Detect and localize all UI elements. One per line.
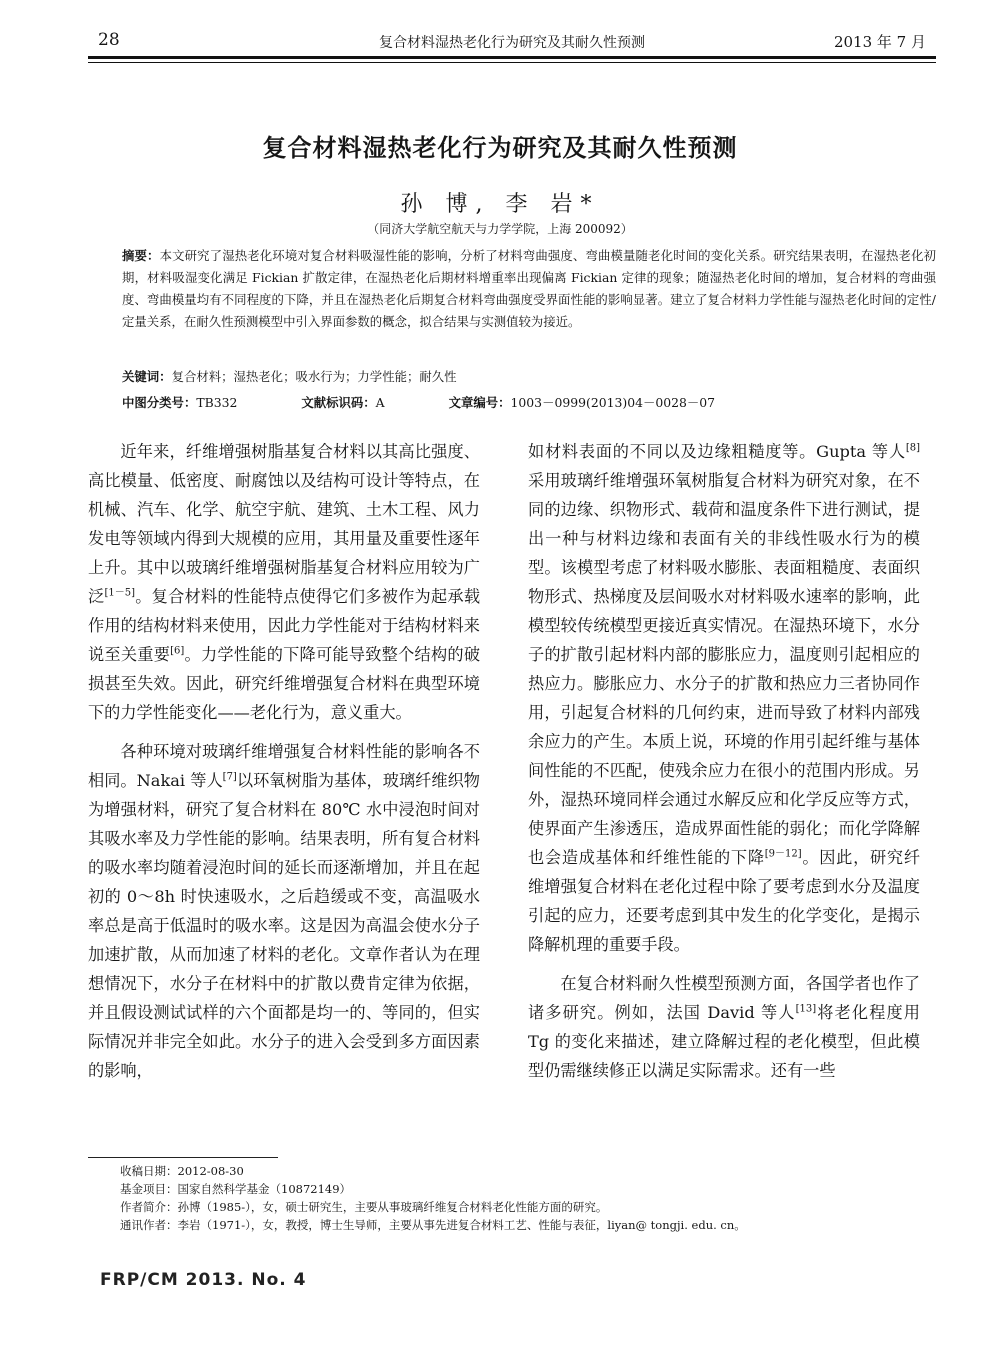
footnotes: [120, 1162, 940, 1234]
received-date: 收稿日期：2012-08-30: [120, 1164, 244, 1178]
corresponding-author: 通讯作者：李岩（1971-），女，教授，博士生导师，主要从事先进复合材料工艺、性能与表征，liyan@ tongji. edu. cn。: [120, 1218, 746, 1232]
abstract-label: 摘要：: [122, 248, 160, 263]
affiliation: （同济大学航空航天与力学学院，上海 200092）: [367, 222, 633, 236]
clc-value: TB332: [196, 395, 238, 410]
citation: [1－5]: [104, 587, 135, 599]
clc-label: 中图分类号：: [122, 395, 197, 410]
paragraph: 在复合材料耐久性模型预测方面，各国学者也作了诸多研究。例如，法国 David 等人[13]将老化程度用 Tg 的变化来描述，建立降解过程的老化模型，但此模型仍需继续修正以满足实际需求。还有一些: [528, 974, 920, 1080]
page-number: 28: [98, 30, 120, 50]
author-line: 孙 博, 李 岩*: [400, 192, 600, 217]
classification-line: [122, 393, 936, 411]
doc-code-label: 文献标识码：: [301, 395, 376, 410]
paper-title: 复合材料湿热老化行为研究及其耐久性预测: [262, 134, 738, 162]
doc-code-value: A: [375, 395, 385, 410]
journal-mark: FRP/CM 2013. No. 4: [100, 1270, 307, 1290]
keywords-label: 关键词：: [122, 369, 172, 384]
citation: [9－12]: [764, 848, 802, 860]
abstract-text: 本文研究了湿热老化环境对复合材料吸湿性能的影响，分析了材料弯曲强度、弯曲模量随老化时间的变化关系。研究结果表明，在湿热老化初期，材料吸湿变化满足 Fickian 扩散定律，在湿热老化后期材料增重率出现偏离 Fickian 定律的现象；随湿热老化时间的增加，复合材料的弯曲强度、弯曲模量均有不同程度的下降，并且在湿热老化后期复合材料弯曲强度受界面性能的影响显著。建立了复合材料力学性能与湿热老化时间的定性/定量关系，在耐久性预测模型中引入界面参数的概念，拟合结果与实测值较为接近。: [122, 248, 937, 329]
author-bio: 作者简介：孙博（1985-），女，硕士研究生，主要从事玻璃纤维复合材料老化性能方面的研究。: [120, 1200, 608, 1214]
header-rule-thin: [88, 62, 936, 63]
footnote-rule: [88, 1157, 278, 1158]
article-number-label: 文章编号：: [448, 395, 511, 410]
keywords: [122, 367, 457, 385]
running-title: 复合材料湿热老化行为研究及其耐久性预测: [379, 35, 645, 51]
issue-date: 2013 年 7 月: [833, 33, 926, 51]
abstract: [88, 245, 936, 333]
paragraph: 近年来，纤维增强树脂基复合材料以其高比强度、高比模量、低密度、耐腐蚀以及结构可设计等特点，在机械、汽车、化学、航空宇航、建筑、土木工程、风力发电等领域内得到大规模的应用，其用量及重要性逐年上升。其中以玻璃纤维增强树脂基复合材料应用较为广泛[1－5]。复合材料的性能特点使得它们多被作为起承载作用的结构材料来使用，因此力学性能对于结构材料来说至关重要[6]。力学性能的下降可能导致整个结构的破损甚至失效。因此，研究纤维增强复合材料在典型环境下的力学性能变化——老化行为，意义重大。: [88, 442, 481, 722]
paragraph: 如材料表面的不同以及边缘粗糙度等。Gupta 等人[8]采用玻璃纤维增强环氧树脂复合材料为研究对象，在不同的边缘、织物形式、载荷和温度条件下进行测试，提出一种与材料边缘和表面有关的非线性吸水行为的模型。该模型考虑了材料吸水膨胀、表面粗糙度、表面织物形式、热梯度及层间吸水对材料吸水速率的影响，此模型较传统模型更接近真实情况。在湿热环境下，水分子的扩散引起材料内部的膨胀应力，温度则引起相应的热应力。膨胀应力、水分子的扩散和热应力三者协同作用，引起复合材料的几何约束，进而导致了材料内部残余应力的产生。本质上说，环境的作用引起纤维与基体间性能的不匹配，使残余应力在很小的范围内形成。另外，湿热环境同样会通过水解反应和化学反应等方式，使界面产生渗透压，造成界面性能的弱化；而化学降解也会造成基体和纤维性能的下降[9－12]。因此，研究纤维增强复合材料在老化过程中除了要考虑到水分及温度引起的应力，还要考虑到其中发生的化学变化，是揭示降解机理的重要手段。: [528, 442, 921, 954]
article-number-value: 1003－0999(2013)04－0028－07: [510, 395, 716, 410]
fund-info: 基金项目：国家自然科学基金（10872149）: [120, 1182, 352, 1196]
running-header: [88, 30, 936, 52]
body-column-left: [88, 437, 480, 1085]
paragraph: 各种环境对玻璃纤维增强复合材料性能的影响各不相同。Nakai 等人[7]以环氧树脂为基体，玻璃纤维织物为增强材料，研究了复合材料在 80℃ 水中浸泡时间对其吸水率及力学性能的影响。结果表明，所有复合材料的吸水率均随着浸泡时间的延长而逐渐增加，并且在起初的 0～8h 时快速吸水，之后趋缓或不变，高温吸水率总是高于低温时的吸水率。这是因为高温会使水分子加速扩散，从而加速了材料的老化。文章作者认为在理想情况下，水分子在材料中的扩散以费肯定律为依据，并且假设测试试样的六个面都是均一的、等同的，但实际情况并非完全如此。水分子的进入会受到多方面因素的影响，: [88, 742, 480, 1080]
citation: [7]: [222, 771, 237, 783]
citation: [8]: [905, 442, 920, 454]
keywords-text: 复合材料；湿热老化；吸水行为；力学性能；耐久性: [171, 369, 457, 384]
citation: [6]: [170, 645, 185, 657]
citation: [13]: [795, 1003, 817, 1015]
header-rule-thick: [88, 56, 936, 59]
body-column-right: [528, 437, 920, 1085]
